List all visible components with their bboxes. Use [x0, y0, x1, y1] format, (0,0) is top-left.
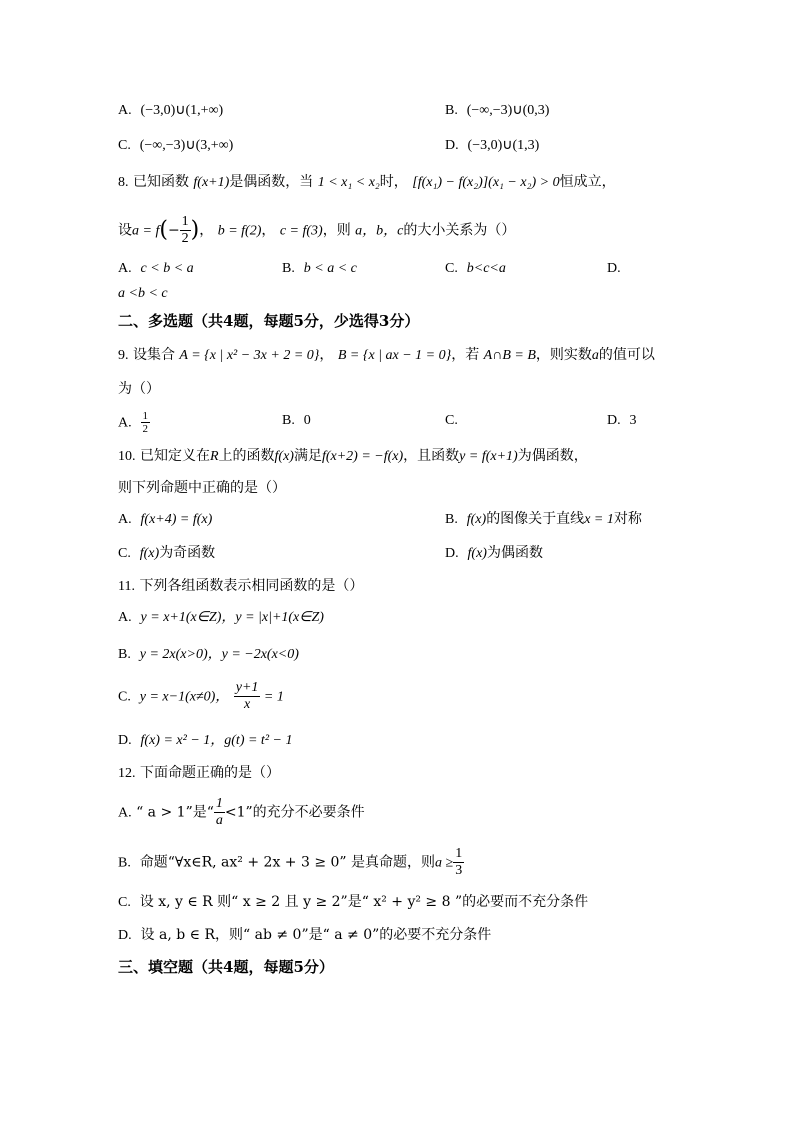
q7-option-d: D. (−3,0)∪(1,3)	[445, 138, 540, 153]
q7-option-c: C. (−∞,−3)∪(3,+∞)	[118, 138, 234, 153]
q7-option-c-math: (−∞,−3)∪(3,+∞)	[139, 138, 234, 153]
q10-line2: 则下列命题中正确的是（）	[118, 480, 286, 496]
q9-line1: 9. 设集合 A = {x | x² − 3x + 2 = 0}， B = {x | ax − 1 = 0}，若 A∩B = B，则实数a的值可以	[118, 347, 655, 363]
q10-option-c: C. f(x)为奇函数	[118, 545, 216, 561]
section2-title: 二、多选题（共4题，每题5分，少选得3分）	[118, 312, 420, 330]
q9-option-d: D. 3	[607, 413, 637, 428]
q8-line2: 设a = f(− $\frac{1}{2}$ )， b = f(2)， c = f(3)，则 a，b，c的大小关系为（）	[118, 214, 516, 246]
section3-title: 三、填空题（共4题，每题5分）	[118, 958, 334, 976]
q9-option-a: A. $\frac{1}{2}$	[118, 410, 149, 435]
q8-option-c: C. b<c<a	[445, 261, 506, 276]
q11-option-b: B. y = 2x(x>0)，y = −2x(x<0)	[118, 647, 299, 662]
q8-option-a: A. c < b < a	[118, 261, 194, 276]
q7-option-b-math: (−∞,−3)∪(0,3)	[466, 103, 550, 118]
q10-option-b: B. f(x)的图像关于直线x = 1对称	[445, 511, 642, 527]
q9-line2: 为（）	[118, 381, 160, 397]
q11-option-c: C. y = x−1(x≠0)， $\frac{y+1}{x}$ = 1	[118, 680, 284, 712]
q8-option-d-label: D.	[607, 261, 621, 276]
q8-line1: 8. 已知函数 f(x+1)是偶函数，当 1 < x₁ < x₂时， [f(x₁) − f(x₂)](x₁ − x₂) > 0恒成立，	[118, 174, 616, 190]
q11-option-a: A. y = x+1(x∈Z)，y = |x|+1(x∈Z)	[118, 610, 324, 625]
q12-option-d: D. 设 a, b ∈ R，则“ ab ≠ 0”是“ a ≠ 0”的必要不充分条件	[118, 927, 492, 943]
q8-option-d: a <b < c	[118, 286, 168, 301]
q7-option-a-math: (−3,0)∪(1,+∞)	[140, 103, 224, 118]
q12-option-a: A. “ a > 1”是“ $\frac{1}{a}$ <1”的充分不必要条件	[118, 796, 365, 828]
q8-option-b: B. b < a < c	[282, 261, 357, 276]
q12-line1: 12. 下面命题正确的是（）	[118, 765, 280, 781]
q7-option-b: B. (−∞,−3)∪(0,3)	[445, 103, 550, 118]
q10-option-d: D. f(x)为偶函数	[445, 545, 543, 561]
q9-option-c: C.	[445, 413, 458, 428]
q9-option-b: B. 0	[282, 413, 311, 428]
q7-option-d-math: (−3,0)∪(1,3)	[467, 138, 540, 153]
q11-option-d: D. f(x) = x² − 1，g(t) = t² − 1	[118, 733, 293, 748]
q11-line1: 11. 下列各组函数表示相同函数的是（）	[118, 578, 364, 594]
q10-option-a: A. f(x+4) = f(x)	[118, 512, 213, 527]
q10-line1: 10. 已知定义在R上的函数f(x)满足f(x+2) = −f(x)，且函数y = f(x+1)为偶函数，	[118, 448, 588, 464]
q7-option-a: A. (−3,0)∪(1,+∞)	[118, 103, 224, 118]
q12-option-b: B. 命题“∀x∈R, ax² + 2x + 3 ≥ 0” 是真命题，则a ≥ $\frac{1}{3}$	[118, 846, 463, 878]
q12-option-c: C. 设 x, y ∈ R 则“ x ≥ 2 且 y ≥ 2”是“ x² + y² ≥ 8 ”的必要而不充分条件	[118, 894, 589, 910]
